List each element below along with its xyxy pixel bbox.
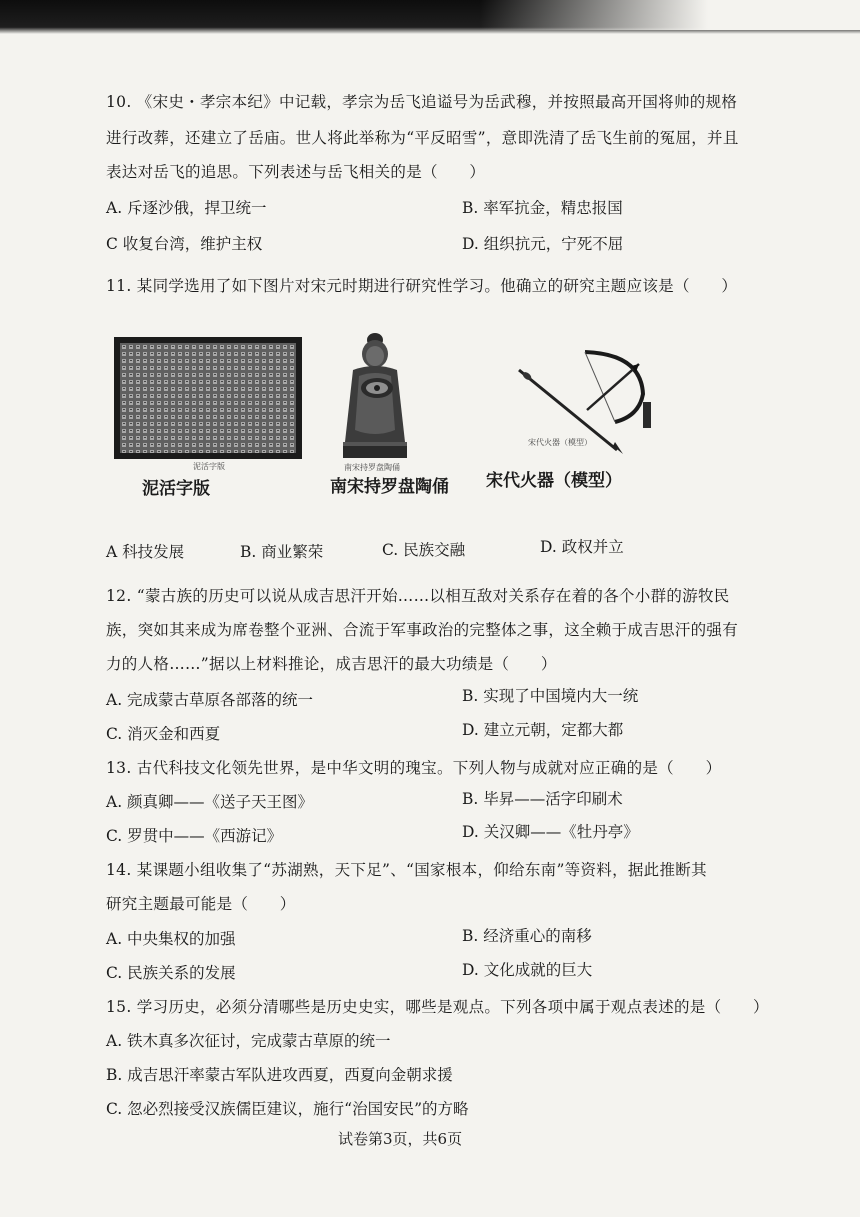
q10-stem-line3: 表达对岳飞的追思。下列表述与岳飞相关的是（ ） [106,163,486,181]
clay-type-caption: 泥活字版 [142,479,210,499]
q14-stem-line2: 研究主题最可能是（ ） [106,895,296,913]
q13-stem: 13. 古代科技文化领先世界，是中华文明的瑰宝。下列人物与成就对应正确的是（ ） [106,759,722,777]
compass-figurine-image [335,330,413,462]
q15-option-a: A. 铁木真多次征讨，完成蒙古草原的统一 [106,1032,391,1050]
q10-stem-line2: 进行改葬，还建立了岳庙。世人将此举称为“平反昭雪”，意即洗清了岳飞生前的冤屈，并且 [106,129,739,147]
clay-type-board-image [114,337,302,459]
song-firearm-caption: 宋代火器（模型） [486,471,622,491]
q12-option-d: D. 建立元朝，定都大都 [462,721,624,739]
q14-option-c: C. 民族关系的发展 [106,964,236,982]
q14-option-b: B. 经济重心的南移 [462,927,592,945]
q12-option-a: A. 完成蒙古草原各部落的统一 [106,691,314,709]
q11-option-d: D. 政权并立 [540,538,624,556]
q13-option-c: C. 罗贯中——《西游记》 [106,827,283,845]
q14-stem-line1: 14. 某课题小组收集了“苏湖熟，天下足”、“国家根本，仰给东南”等资料，据此推断其 [106,861,707,879]
q11-option-c: C. 民族交融 [382,541,466,559]
q13-option-b: B. 毕昇——活字印刷术 [462,790,623,808]
q14-option-a: A. 中央集权的加强 [106,930,236,948]
q10-option-b: B. 率军抗金，精忠报国 [462,199,623,217]
q10-stem-line1: 10. 《宋史・孝宗本纪》中记载，孝宗为岳飞追谥号为岳武穆，并按照最高开国将帅的规格 [106,93,738,111]
q13-option-a: A. 颜真卿——《送子天王图》 [106,793,314,811]
song-firearm-small-caption: 宋代火器（模型） [528,438,592,447]
clay-type-small-caption: 泥活字版 [193,462,225,471]
q10-option-c: C 收复台湾，维护主权 [106,235,263,253]
q15-stem: 15. 学习历史，必须分清哪些是历史史实，哪些是观点。下列各项中属于观点表述的是（ ） [106,998,769,1016]
q14-option-d: D. 文化成就的巨大 [462,961,593,979]
compass-figurine-caption: 南宋持罗盘陶俑 [330,477,449,497]
page-footer: 试卷第3页，共6页 [338,1130,463,1148]
q11-option-b: B. 商业繁荣 [240,543,324,561]
q15-option-b: B. 成吉思汗率蒙古军队进攻西夏，西夏向金朝求援 [106,1066,453,1084]
q12-option-c: C. 消灭金和西夏 [106,725,221,743]
q15-option-c: C. 忽必烈接受汉族儒臣建议，施行“治国安民”的方略 [106,1100,469,1118]
q13-option-d: D. 关汉卿——《牡丹亭》 [462,823,639,841]
q11-stem: 11. 某同学选用了如下图片对宋元时期进行研究性学习。他确立的研究主题应该是（ ） [106,277,738,295]
q10-option-a: A. 斥逐沙俄，捍卫统一 [106,199,267,217]
q12-stem-line3: 力的人格……”据以上材料推论，成吉思汗的最大功绩是（ ） [106,655,557,673]
q12-option-b: B. 实现了中国境内大一统 [462,687,639,705]
q11-option-a: A 科技发展 [106,543,185,561]
q10-option-d: D. 组织抗元，宁死不屈 [462,235,624,253]
q12-stem-line2: 族，突如其来成为席卷整个亚洲、合流于军事政治的完整体之事，这全赖于成吉思汗的强有 [106,621,739,639]
q12-stem-line1: 12. “蒙古族的历史可以说从成吉思汗开始……以相互敌对关系存在着的各个小群的游牧民 [106,587,730,605]
compass-figurine-small-caption: 南宋持罗盘陶俑 [344,463,400,472]
